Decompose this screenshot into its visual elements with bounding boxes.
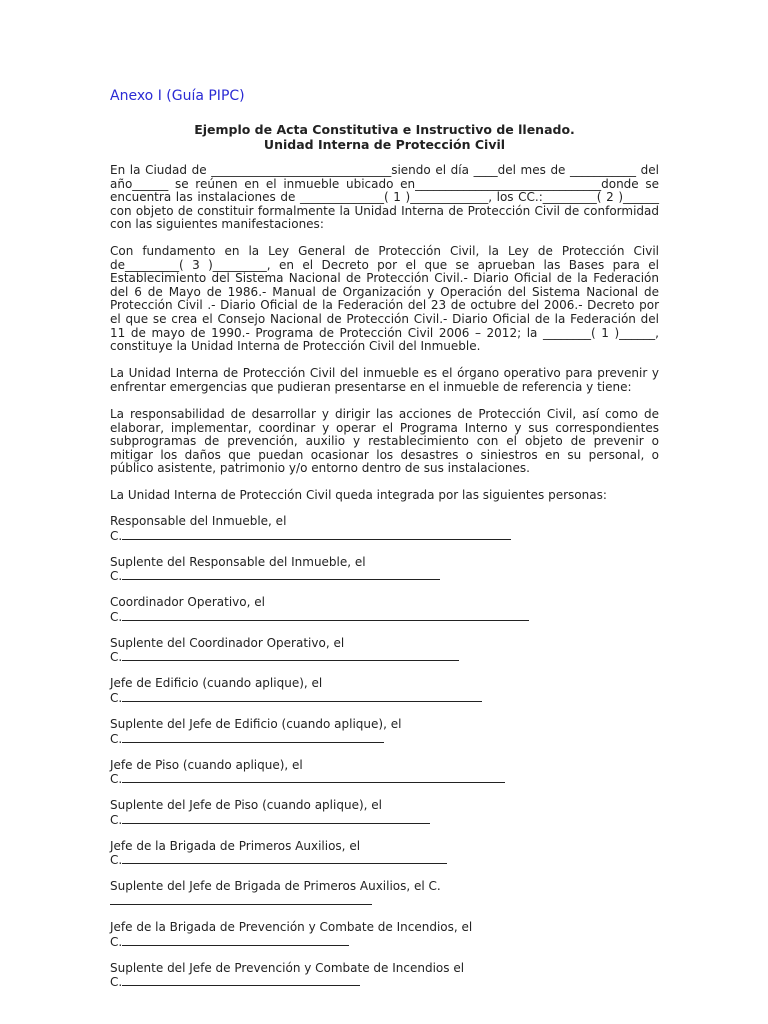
role-prefix: C. [110,609,123,624]
role-entry [110,677,659,718]
paragraph-integration: La Unidad Interna de Protección Civil queda integrada por las siguientes personas: [110,488,607,502]
name-blank-field[interactable] [122,569,440,580]
role-prefix: C. [110,569,123,584]
role-entry [110,840,659,881]
role-label: Suplente del Jefe de Edificio (cuando aplique), el [110,716,402,731]
name-blank-field[interactable] [122,732,384,743]
roles-list [110,515,659,1002]
role-label: Suplente del Jefe de Piso (cuando aplique), el [110,798,382,813]
heading-line-1: Ejemplo de Acta Constitutiva e Instructivo de llenado. [194,122,575,137]
role-prefix: C. [110,934,123,949]
paragraph-definition: La Unidad Interna de Protección Civil del inmueble es el órgano operativo para prevenir y enfrentar emergencias que pudieran presentarse en el inmueble de referencia y tiene: [110,366,659,394]
paragraph-responsibility: La responsabilidad de desarrollar y dirigir las acciones de Protección Civil, así como de elaborar, implementar, coordinar y operar el Programa Interno y sus correspondientes subprogramas de prevención, auxilio y restablecimiento con el objeto de prevenir o mitigar los daños que puedan ocasionar los desastres o siniestros en su personal, o público asistente, patrimonio y/o entorno dentro de sus instalaciones. [110,407,659,476]
role-label: Suplente del Responsable del Inmueble, el [110,554,366,569]
role-label: Coordinador Operativo, el [110,595,265,610]
role-prefix: C. [110,812,123,827]
name-blank-field[interactable] [122,975,360,986]
role-prefix: C. [110,528,123,543]
name-blank-field[interactable] [110,894,372,905]
role-label: Jefe de Edificio (cuando aplique), el [110,676,323,691]
name-blank-field[interactable] [122,853,447,864]
name-blank-field[interactable] [122,610,529,621]
role-entry [110,515,659,556]
role-entry [110,637,659,678]
role-entry [110,556,659,597]
heading-line-2: Unidad Interna de Protección Civil [263,137,506,152]
role-label: Responsable del Inmueble, el [110,514,287,528]
role-entry [110,880,659,921]
role-prefix: C. [110,650,123,665]
paragraph-intro: En la Ciudad de ______________________________siendo el día ____del mes de ___________ del año______ se reúnen en el inmueble ubicado en_______________________________donde se encuentra las instalaciones de ______________( 1 )_____________, los CC.:_________( 2 )______ con objeto de constituir formalmente la Unidad Interna de Protección Civil de conformidad con las siguientes manifestaciones: [110,163,659,232]
role-entry [110,799,659,840]
role-label: Suplente del Jefe de Brigada de Primeros Auxilios, el C. [110,879,441,894]
name-blank-field[interactable] [122,529,511,540]
document-heading [110,122,659,152]
name-blank-field[interactable] [122,650,459,661]
role-prefix: C. [110,772,123,787]
role-prefix: C. [110,690,123,705]
role-entry [110,596,659,637]
role-prefix: C. [110,975,123,990]
paragraph-legal-basis: Con fundamento en la Ley General de Protección Civil, la Ley de Protección Civil de_________( 3 )_________, en el Decreto por el que se aprueban las Bases para el Establecimiento del Sistema Nacional de Protección Civil.- Diario Oficial de la Federación del 6 de Mayo de 1986.- Manual de Organización y Operación del Sistema Nacional de Protección Civil .- Diario Oficial de la Federación del 23 de octubre del 2006.- Decreto por el que se crea el Consejo Nacional de Protección Civil.- Diario Oficial de la Federación del 11 de mayo de 1990.- Programa de Protección Civil 2006 – 2012; la ________( 1 )______, constituye la Unidad Interna de Protección Civil del Inmueble. [110,244,659,354]
role-label: Suplente del Jefe de Prevención y Combate de Incendios el [110,960,465,975]
role-label: Jefe de la Brigada de Prevención y Combate de Incendios, el [110,919,473,934]
role-prefix: C. [110,853,123,868]
role-entry [110,962,659,1003]
role-entry [110,759,659,800]
role-label: Suplente del Coordinador Operativo, el [110,635,345,650]
role-prefix: C. [110,731,123,746]
annex-title: Anexo I (Guía PIPC) [110,88,245,104]
name-blank-field[interactable] [122,772,505,783]
name-blank-field[interactable] [122,935,349,946]
role-label: Jefe de Piso (cuando aplique), el [110,757,303,772]
role-entry [110,718,659,759]
name-blank-field[interactable] [122,691,482,702]
role-entry [110,921,659,962]
name-blank-field[interactable] [122,813,430,824]
role-label: Jefe de la Brigada de Primeros Auxilios, el [110,838,361,853]
